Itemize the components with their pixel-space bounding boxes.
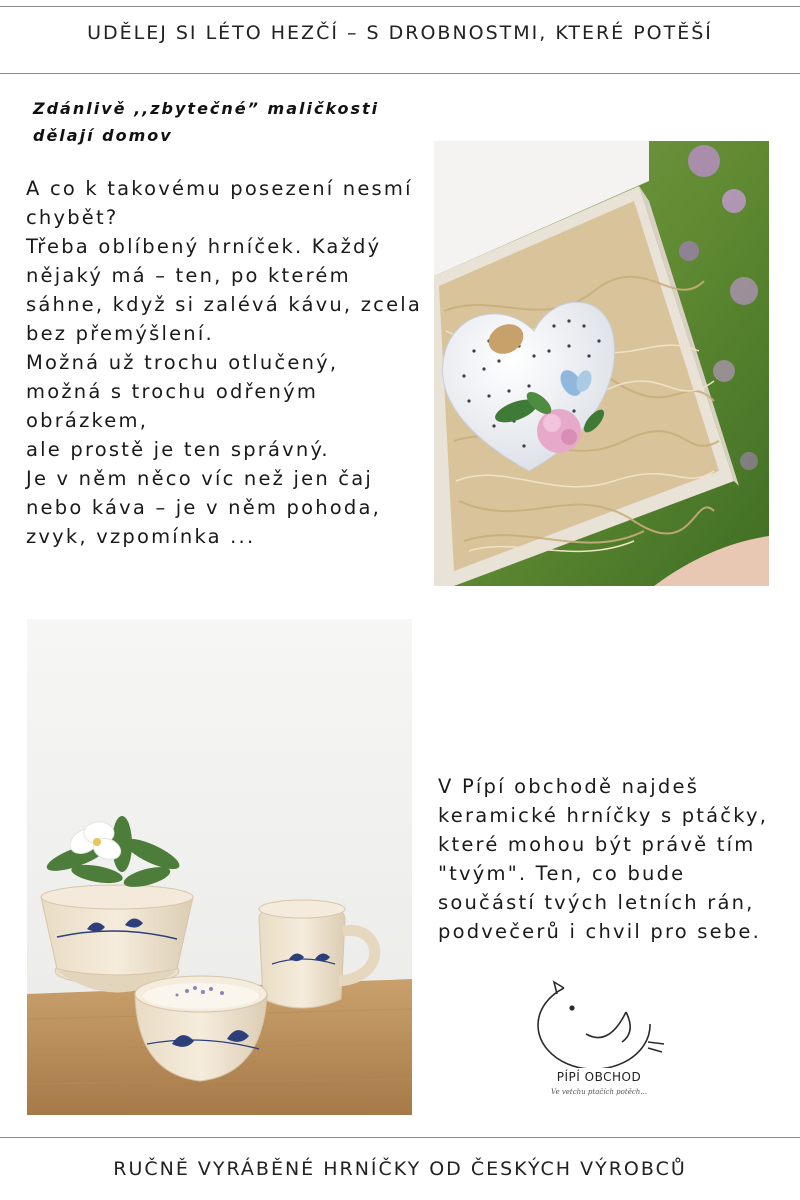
header-top-rule [0,6,800,7]
subtitle-line: dělají domov [33,126,173,145]
paragraph-line: sáhne, když si zalévá kávu, zcela [26,293,423,316]
logo-tagline: Ve vetchu ptačích potěch... [551,1088,647,1096]
paragraph-line: ale prostě je ten správný. [26,438,330,461]
paragraph-line: možná s trochu odřeným [26,380,319,403]
footer-title: RUČNĚ VYRÁBĚNÉ HRNÍČKY OD ČESKÝCH VÝROBCŮ [113,1158,687,1180]
intro-paragraph [26,174,422,551]
paragraph-line: bez přemýšlení. [26,322,214,345]
paragraph-line: nebo káva – je v něm pohoda, [26,496,382,519]
pipi-obchod-logo [524,972,674,1102]
paragraph-line: Je v něm něco víc než jen čaj [26,467,373,490]
paragraph-line: V Pípí obchodě najdeš [438,775,700,798]
paragraph-line: které mohou být právě tím [438,833,756,856]
subtitle-line: Zdánlivě ,,zbytečné” maličkosti [33,99,380,118]
paragraph-line: zvyk, vzpomínka ... [26,525,256,548]
subtitle [33,95,413,149]
paragraph-line: keramické hrníčky s ptáčky, [438,804,769,827]
logo-name: PÍPÍ OBCHOD [556,1070,642,1084]
bird-mugs-photo [27,619,412,1115]
paragraph-line: nějaký má – ten, po kterém [26,264,351,287]
header-title: UDĚLEJ SI LÉTO HEZČÍ – S DROBNOSTMI, KTERÉ POTĚŠÍ [87,22,713,44]
footer-top-rule [0,1137,800,1138]
paragraph-line: chybět? [26,206,119,229]
paragraph-line: Možná už trochu otlučený, [26,351,339,374]
heart-gift-box-photo [434,141,769,586]
shop-paragraph [438,772,768,946]
paragraph-line: A co k takovému posezení nesmí [26,177,413,200]
header-bottom-rule [0,73,800,74]
paragraph-line: Třeba oblíbený hrníček. Každý [26,235,382,258]
paragraph-line: podvečerů i chvil pro sebe. [438,920,762,943]
bird-logo-icon [524,972,674,1068]
paragraph-line: "tvým". Ten, co bude [438,862,686,885]
paragraph-line: součástí tvých letních rán, [438,891,755,914]
paragraph-line: obrázkem, [26,409,149,432]
